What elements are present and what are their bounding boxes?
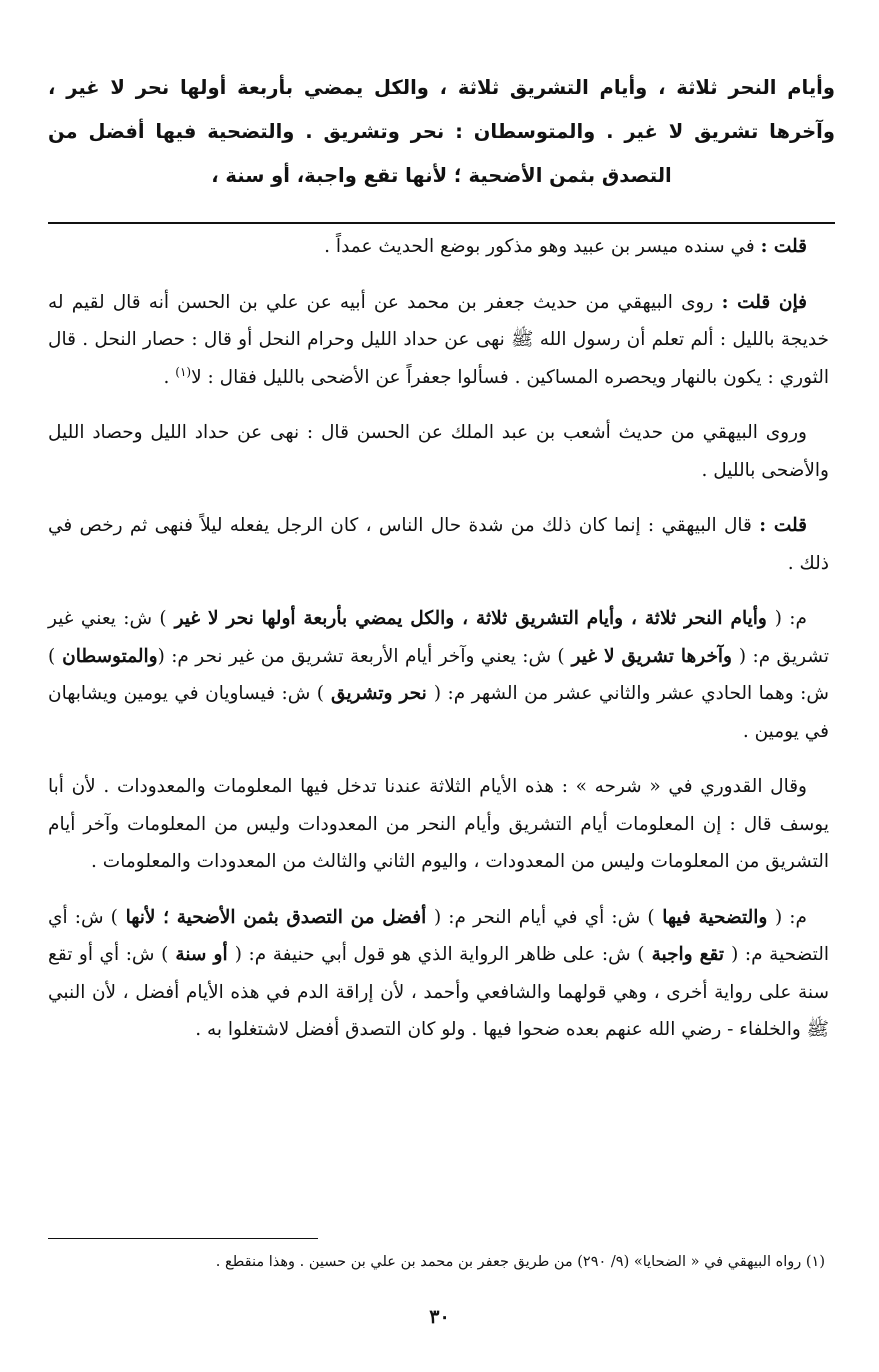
matn-quote: تقع واجبة xyxy=(644,944,732,965)
footnote-divider xyxy=(48,1238,318,1239)
matn-text-block xyxy=(48,66,835,198)
paragraph-tail: . xyxy=(163,366,176,388)
paragraph-bayhaqi-ashath xyxy=(48,414,829,489)
matn-quote: أفضل من التصدق بثمن الأضحية ؛ لأنها xyxy=(117,906,434,928)
matn-quote: نحر وتشريق xyxy=(324,683,434,704)
sharh-segment: ) ش: أي التضحية م: ( xyxy=(48,906,830,965)
sharh-segment: ) ش: على ظاهر الرواية الذي هو قول أبي حنيفة م: ( xyxy=(234,944,645,965)
sharh-segment: م: ( xyxy=(774,906,807,928)
matn-quote: وآخرها تشريق لا غير xyxy=(564,645,739,667)
paragraph-sharh-tadhiya xyxy=(48,899,829,1049)
sharh-segment: ) ش: فيساويان في يومين ويشابهان في يومين . xyxy=(48,683,829,742)
matn-quote: والتضحية فيها xyxy=(654,906,775,928)
footnote-number: (١) xyxy=(805,1254,825,1270)
sharh-segment: ) ش: يعني وآخر أيام الأربعة تشريق من غير نحر م: ( xyxy=(157,645,565,667)
paragraph-text: قال البيهقي : إنما كان ذلك من شدة حال الناس ، كان الرجل يفعله ليلاً فنهى ثم رخص في ذلك . xyxy=(48,515,829,574)
lead-fa-in-qulta: فإن قلت : xyxy=(721,291,807,313)
paragraph-qultu-sanad xyxy=(48,228,829,266)
matn-quote: والمتوسطان xyxy=(55,645,158,667)
paragraph-text: وقال القدوري في « شرحه » : هذه الأيام الثلاثة عندنا تدخل فيها المعلومات والمعدودات . لأن أبا يوسف قال : إن المعلومات أيام التشريق وأيام النحر من المعدودات وليس من المعلومات وآخر أيام التشريق من المعلومات وليس من المعدودات ، واليوم الثاني والثالث من المعدودات والمعلومات . xyxy=(48,776,829,872)
lead-qultu: قلت : xyxy=(759,515,807,536)
sharh-segment: ) ش: أي أو تقع سنة على رواية أخرى ، وهي قولهما والشافعي وأحمد ، لأن إراقة الدم في هذه الأيام أفضل ، لأن النبي ﷺ والخلفاء - رضي الله عنهم بعده ضحوا فيها . ولو كان التصدق أفضل لاشتغلوا به . xyxy=(48,944,829,1040)
paragraph-qudouri xyxy=(48,768,829,881)
paragraph-text: وروى البيهقي من حديث أشعب بن عبد الملك عن الحسن قال : نهى عن حداد الليل وحصاد الليل والأضحى بالليل . xyxy=(48,422,829,481)
sharh-segment: ) ش: وهما الحادي عشر والثاني عشر من الشهر م: ( xyxy=(48,645,829,704)
page-number: ٣٠ xyxy=(429,1306,450,1328)
footnote-text: رواه البيهقي في « الضحايا» (٩/ ٢٩٠) من طريق جعفر بن محمد بن علي بن حسين . وهذا منقطع . xyxy=(215,1254,806,1270)
paragraph-sharh-ayyam xyxy=(48,600,829,750)
sharh-segment: ) ش: يعني غير تشريق م: ( xyxy=(48,608,829,667)
footnote xyxy=(48,1250,825,1274)
paragraph-text: في سنده ميسر بن عبيد وهو مذكور بوضع الحديث عمداً . xyxy=(324,236,761,257)
matn-quote: أو سنة xyxy=(168,944,235,965)
matn-divider xyxy=(48,222,835,224)
paragraph-text: روى البيهقي من حديث جعفر بن محمد عن أبيه عن علي بن الحسن أنه قال لقيم له خديجة بالليل : ألم تعلم أن رسول الله ﷺ نهى عن حداد الليل وحرام النحل أو قال : حصار النحل . قال الثوري : يكون بالنهار ويحصره المساكين . فسألوا جعفراً عن الأضحى بالليل فقال : لا xyxy=(48,291,829,388)
sharh-segment: م: ( xyxy=(774,608,807,629)
footnote-reference: (١) xyxy=(175,364,192,379)
lead-qultu: قلت : xyxy=(760,236,807,257)
commentary-block xyxy=(48,228,829,1067)
matn-quote: وأيام النحر ثلاثة ، وأيام التشريق ثلاثة ، والكل يمضي بأربعة أولها نحر لا غير xyxy=(166,608,775,629)
paragraph-fa-in-qulta xyxy=(48,284,829,397)
matn-paragraph: وأيام النحر ثلاثة ، وأيام التشريق ثلاثة ، والكل يمضي بأربعة أولها نحر لا غير ، وآخرها تشريق لا غير . والمتوسطان : نحر وتشريق . والتضحية فيها أفضل من التصدق بثمن الأضحية ؛ لأنها تقع واجبة، أو سنة ، xyxy=(48,76,835,187)
paragraph-qultu-bayhaqi xyxy=(48,507,829,582)
sharh-segment: ) ش: أي في أيام النحر م: ( xyxy=(433,906,655,928)
